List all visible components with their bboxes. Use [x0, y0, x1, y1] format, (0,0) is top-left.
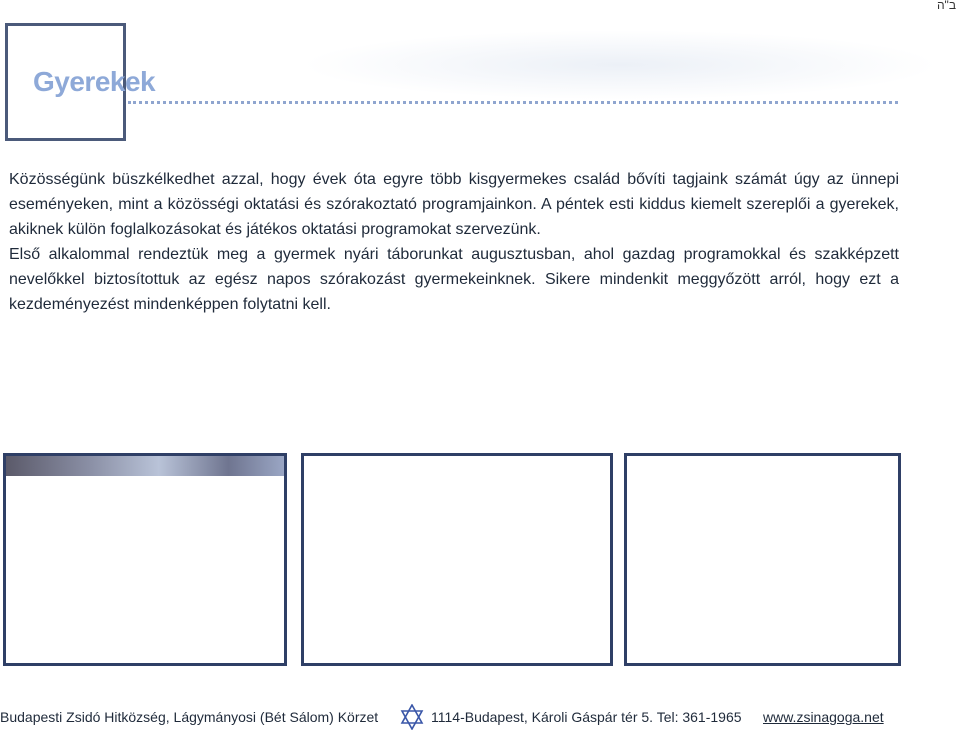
paragraph-summer-camp: Első alkalommal rendeztük meg a gyermek nyári táborunkat augusztusban, ahol gazdag programokkal és szakképzett nevelőkkel biztosítottuk az egész napos szórakozást gyermekeinknek. Sikere mindenkit meggyőzött arról, hogy ezt a kezdeményezést mindenképpen folytatni kell. — [9, 246, 899, 313]
footer — [0, 709, 960, 729]
page-title: Gyerekek — [33, 66, 156, 97]
header-background — [300, 30, 940, 100]
star-of-david-icon — [400, 704, 424, 733]
footer-organization: Budapesti Zsidó Hitközség, Lágymányosi (Bét Sálom) Körzet — [0, 709, 379, 725]
paragraph-community: Közösségünk büszkélkedhet azzal, hogy évek óta egyre több kisgyermekes család bővíti tagjaink számát úgy az ünnepi eseményeken, mint a közösségi oktatási és szórakoztató programjainkon. A péntek esti kiddus kiemelt szereplői a gyerekek, akiknek külön foglalkozásokat és játékos oktatási programokat szervezünk. — [9, 171, 899, 238]
footer-address: 1114-Budapest, Károli Gáspár tér 5. Tel: 361-1965 — [431, 709, 742, 725]
photo-1-image — [6, 456, 284, 476]
photo-frame-2 — [301, 453, 613, 666]
photo-frame-3 — [624, 453, 901, 666]
title-dotted-rule — [128, 101, 898, 104]
corner-mark: ב"ה — [936, 0, 956, 12]
footer-website-link[interactable]: www.zsinagoga.net — [763, 709, 884, 725]
photo-frame-1 — [3, 453, 287, 666]
content-body — [9, 167, 899, 317]
